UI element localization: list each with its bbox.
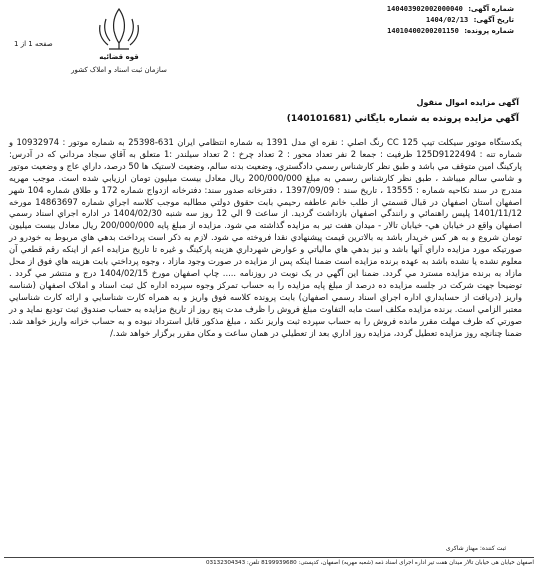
ad-title: آگهی مزایده اموال منقول <box>416 98 519 107</box>
ad-date-label: تاریخ آگهی: <box>473 16 514 24</box>
ad-date-row <box>254 15 514 26</box>
organization-logo <box>54 3 184 85</box>
ad-subtitle: آگهي مزايده پرونده به شماره بايگاني (140101681) <box>286 114 519 124</box>
header-meta <box>254 4 514 37</box>
registrar-signature: ثبت کننده: مهناز شاکری <box>445 545 506 552</box>
ad-number-label: شماره آگهی: <box>468 5 514 13</box>
ad-number-row <box>254 4 514 15</box>
org-line1: قوه قضائیه <box>99 53 139 61</box>
ad-number-value: 140403902002000040 <box>386 5 463 13</box>
org-line2: سازمان ثبت اسناد و املاک کشور <box>71 66 167 74</box>
file-number-label: شماره پرونده: <box>464 27 514 35</box>
file-number-value: 14010400200201150 <box>387 27 459 35</box>
ad-date-value: 1404/02/13 <box>426 16 469 24</box>
footer-address: اصفهان خیابان هی خیابان تالار میدان هفت تیر اداره اجرای اسناد ذمه (شعبه مهریه) اصفهان، کدپستی: 8199939680 تلفن: 03132304343 <box>4 557 534 567</box>
ad-body-text: يکدستگاه موتور سيکلت تيپ 125 CC رنگ اصلي : نقره اي مدل 1391 به شماره انتظامي ايران 631-25398 به شماره موتور : 10932974 و شماره تنه : 125D9122494 ظرفيت : جمعا 2 نفر تعداد محور : 2 تعداد چرخ : 2 تعداد سيلندر :1 متعلق به آقاي سجاد مرداني که در آدرس: پارکينگ امين متوقف مي باشد و طبق نظر کارشناس رسمي دادگستري، وضعيت بدنه سالم، وضعيت لاستيک ها 50 درصد، داراي عاج و وضعيت موتور و شاسي سالم ميباشد ، طبق نظر کارشناس رسمي به مبلغ 200/000/000 ريال معادل بيست ميليون تومان ارزيابي شده است. موجب مهريه مندرج در سند نکاحيه شماره : 13555 ، تاريخ سند : 1397/09/09 ، دفترخانه صدور سند: دفترخانه ازدواج شماره 172 و طلاق شماره 104 شهر اصفهان استان اصفهان در قبال قسمتي از طلب خانم عاطفه رحيمي بابت حقوق دولتي مطالبه موجب کلاسه اجراي شماره 14863697 مورخه 1401/11/12 پليس راهنمائي و رانندگي اصفهان بازداشت گرديد. از ساعت 9 الي 12 روز سه شنبه 1404/02/30 در اداره اجراي اسناد رسمي اصفهان واقع در خيابان هي- خيابان تالار - ميدان هفت تير به مزايده گذاشته مي شود. مزايده از مبلغ پايه 200/000/000 ريال معادل بيست ميليون تومان شروع و به هر کس خريدار باشد به بالاترين قيمت پيشنهادي نقدا فروخته مي شود. لازم به ذکر است پرداخت بدهي هاي مربوط به خودرو در صورتيکه مورد مزايده داراي آنها باشد و نيز بدهي هاي مالياتي و عوارض شهرداري هزينه پارکينگ و غيره تا تاريخ مزايده اعم از اينکه رقم قطعي آن معلوم نشده يا نشده باشد به عهده برنده مزايده است ضمنا اينکه پس از مزايده در صورت وجود مازاد ، وجوه پرداختي بابت هزينه هاي فوق از محل مازاد به برنده مزايده مسترد مي گردد. ضمنا اين آگهي در يک نوبت در روزنامه ..... چاپ اصفهان مورخ 1404/02/15 درج و منتشر مي گردد . توضيحا جهت شرکت در جلسه مزايده ده درصد از مبلغ پايه مزايده را به حساب تمرکز وجوه سپرده اداره کل ثبت اسناد و املاک اصفهان (شناسه واريز (دريافت از حسابداري اداره اجراي اسناد رسمي اصفهان) بابت پرونده کلاسه فوق واريز و به همراه کارت شناسايي و ارائه کارت شناسايي معتبر الزامي است. برنده مزايده مکلف است مابه التفاوت مبلغ فروش را ظرف مدت پنج روز از تاريخ مزايده به حساب صندوق ثبت توديع نمايد و در صورتي که ظرف مهلت مقرر مانده فروش را به حساب سپرده ثبت واريز نکند ، مبلغ مذکور قابل استرداد نبوده و به حساب خزانه واريز خواهد شد. ضمنا چنانچه روز مزايده تعطيل گردد، مزايده روز اداري بعد از تعطيلي در همان ساعت و مکان مقرر برگزار خواهد شد./ <box>9 137 523 338</box>
page-count: صفحه 1 از 1 <box>14 40 53 48</box>
file-number-row <box>254 26 514 37</box>
